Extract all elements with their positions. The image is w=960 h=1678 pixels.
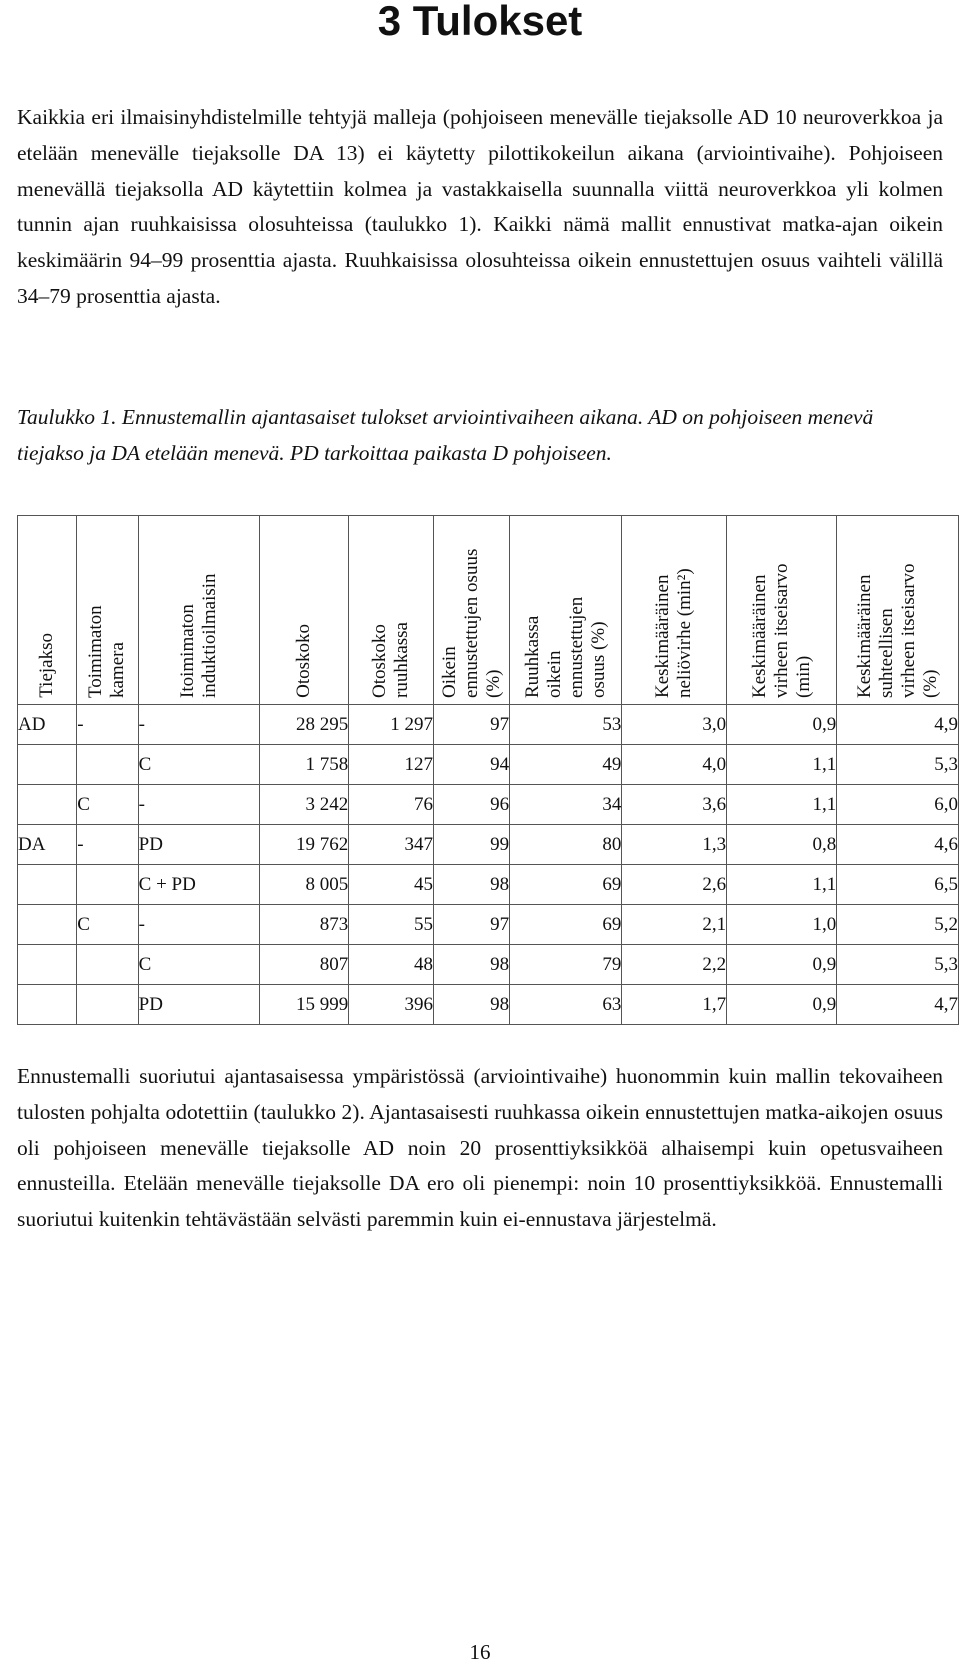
cell-kamera: C [77, 905, 138, 945]
header-induktioilmaisin: Itoimimaton induktioilmaisin [138, 516, 260, 705]
cell-suht: 6,0 [837, 785, 959, 825]
table-row [18, 825, 959, 865]
cell-otos: 8 005 [260, 865, 349, 905]
cell-ruuhka: 127 [349, 745, 434, 785]
cell-otos: 873 [260, 905, 349, 945]
cell-induktio: C [138, 945, 260, 985]
table-row [18, 985, 959, 1025]
cell-induktio: - [138, 905, 260, 945]
header-otoskoko: Otoskoko [260, 516, 349, 705]
cell-ruuhka_oikein: 63 [510, 985, 622, 1025]
cell-ruuhka: 55 [349, 905, 434, 945]
cell-ruuhka_oikein: 34 [510, 785, 622, 825]
cell-itseis: 0,9 [727, 945, 837, 985]
cell-oikein: 97 [433, 705, 509, 745]
table-row [18, 905, 959, 945]
header-oikein-ennustettujen: Oikein ennustettujen osuus (%) [433, 516, 509, 705]
cell-suht: 4,9 [837, 705, 959, 745]
cell-ruuhka_oikein: 49 [510, 745, 622, 785]
cell-kamera [77, 865, 138, 905]
cell-oikein: 98 [433, 945, 509, 985]
cell-ruuhka_oikein: 69 [510, 905, 622, 945]
cell-kamera: - [77, 825, 138, 865]
cell-otos: 807 [260, 945, 349, 985]
cell-tiejakso: AD [18, 705, 77, 745]
table-row [18, 745, 959, 785]
cell-tiejakso [18, 785, 77, 825]
cell-tiejakso [18, 745, 77, 785]
cell-oikein: 98 [433, 865, 509, 905]
cell-suht: 5,3 [837, 745, 959, 785]
cell-itseis: 0,9 [727, 705, 837, 745]
cell-otos: 19 762 [260, 825, 349, 865]
section-heading: 3 Tulokset [377, 0, 583, 44]
table-row [18, 945, 959, 985]
cell-tiejakso: DA [18, 825, 77, 865]
cell-ruuhka_oikein: 69 [510, 865, 622, 905]
cell-ruuhka: 48 [349, 945, 434, 985]
cell-itseis: 0,8 [727, 825, 837, 865]
cell-nelio: 2,2 [622, 945, 727, 985]
results-table [17, 515, 959, 1025]
cell-ruuhka_oikein: 79 [510, 945, 622, 985]
cell-ruuhka: 347 [349, 825, 434, 865]
table-row [18, 785, 959, 825]
table-row [18, 865, 959, 905]
cell-ruuhka_oikein: 80 [510, 825, 622, 865]
intro-paragraph: Kaikkia eri ilmaisinyhdistelmille tehtyjä malleja (pohjoiseen menevälle tiejaksolle AD 10 neuroverkkoa ja etelään menevälle tiejaksolle DA 13) ei käytetty pilottikokeilun aikana (arviointivaihe). Pohjoiseen menevällä tiejaksolla AD käytettiin kolmea ja vastakkaisella suunnalla viittä neuroverkkoa yli kolmen tunnin ajan ruuhkaisissa olosuhteissa (taulukko 1). Kaikki nämä mallit ennustivat matka-ajan oikein keskimäärin 94–99 prosenttia ajasta. Ruuhkaisissa olosuhteissa oikein ennustettujen osuus vaihteli välillä 34–79 prosenttia ajasta. [17, 105, 943, 308]
cell-nelio: 2,1 [622, 905, 727, 945]
cell-kamera [77, 945, 138, 985]
header-otoskoko-ruuhkassa: Otoskoko ruuhkassa [349, 516, 434, 705]
header-nelio-virhe: Keskimääräinen neliövirhe (min²) [622, 516, 727, 705]
header-toimimaton-kamera: Toimimaton kamera [77, 516, 138, 705]
cell-kamera [77, 985, 138, 1025]
cell-tiejakso [18, 985, 77, 1025]
cell-oikein: 97 [433, 905, 509, 945]
cell-oikein: 96 [433, 785, 509, 825]
table-row [18, 705, 959, 745]
table-header-row [18, 516, 959, 705]
cell-tiejakso [18, 905, 77, 945]
cell-itseis: 1,1 [727, 865, 837, 905]
header-virheen-itseisarvo: Keskimääräinen virheen itseisarvo (min) [727, 516, 837, 705]
cell-itseis: 1,1 [727, 785, 837, 825]
table-caption: Taulukko 1. Ennustemallin ajantasaiset tulokset arviointivaiheen aikana. AD on pohjoiseen menevä tiejakso ja DA etelään menevä. PD tarkoittaa paikasta D pohjoiseen. [17, 405, 874, 465]
cell-nelio: 1,7 [622, 985, 727, 1025]
cell-otos: 1 758 [260, 745, 349, 785]
cell-suht: 6,5 [837, 865, 959, 905]
cell-oikein: 99 [433, 825, 509, 865]
cell-oikein: 94 [433, 745, 509, 785]
cell-itseis: 1,1 [727, 745, 837, 785]
cell-induktio: PD [138, 985, 260, 1025]
cell-induktio: - [138, 705, 260, 745]
cell-nelio: 1,3 [622, 825, 727, 865]
cell-induktio: - [138, 785, 260, 825]
cell-induktio: C + PD [138, 865, 260, 905]
cell-induktio: C [138, 745, 260, 785]
cell-kamera: C [77, 785, 138, 825]
cell-suht: 5,3 [837, 945, 959, 985]
cell-ruuhka: 396 [349, 985, 434, 1025]
cell-suht: 4,7 [837, 985, 959, 1025]
cell-nelio: 3,0 [622, 705, 727, 745]
cell-otos: 28 295 [260, 705, 349, 745]
cell-suht: 4,6 [837, 825, 959, 865]
cell-nelio: 4,0 [622, 745, 727, 785]
header-suhteellinen-virhe: Keskimääräinen suhteellisen virheen itseisarvo (%) [837, 516, 959, 705]
cell-induktio: PD [138, 825, 260, 865]
cell-tiejakso [18, 865, 77, 905]
cell-ruuhka: 76 [349, 785, 434, 825]
header-ruuhkassa-oikein: Ruuhkassa oikein ennustettujen osuus (%) [510, 516, 622, 705]
cell-itseis: 1,0 [727, 905, 837, 945]
cell-nelio: 2,6 [622, 865, 727, 905]
cell-itseis: 0,9 [727, 985, 837, 1025]
cell-otos: 15 999 [260, 985, 349, 1025]
cell-nelio: 3,6 [622, 785, 727, 825]
cell-ruuhka_oikein: 53 [510, 705, 622, 745]
cell-kamera [77, 745, 138, 785]
header-tiejakso: Tiejakso [18, 516, 77, 705]
results-paragraph: Ennustemalli suoriutui ajantasaisessa ympäristössä (arviointivaihe) huonommin kuin mallin tekovaiheen tulosten pohjalta odotettiin (taulukko 2). Ajantasaisesti ruuhkassa oikein ennustettujen matka-aikojen osuus oli pohjoiseen menevälle tiejaksolle AD noin 20 prosenttiyksikköä alhaisempi kuin opetusvaiheen ennusteilla. Etelään menevälle tiejaksolle DA ero oli pienempi: noin 10 prosenttiyksikköä. Ennustemalli suoriutui kuitenkin tehtävästään selvästi paremmin kuin ei-ennustava järjestelmä. [17, 1064, 943, 1232]
cell-otos: 3 242 [260, 785, 349, 825]
cell-suht: 5,2 [837, 905, 959, 945]
cell-tiejakso [18, 945, 77, 985]
page-number: 16 [469, 1640, 491, 1664]
table-body [18, 705, 959, 1025]
cell-kamera: - [77, 705, 138, 745]
cell-ruuhka: 45 [349, 865, 434, 905]
cell-ruuhka: 1 297 [349, 705, 434, 745]
cell-oikein: 98 [433, 985, 509, 1025]
